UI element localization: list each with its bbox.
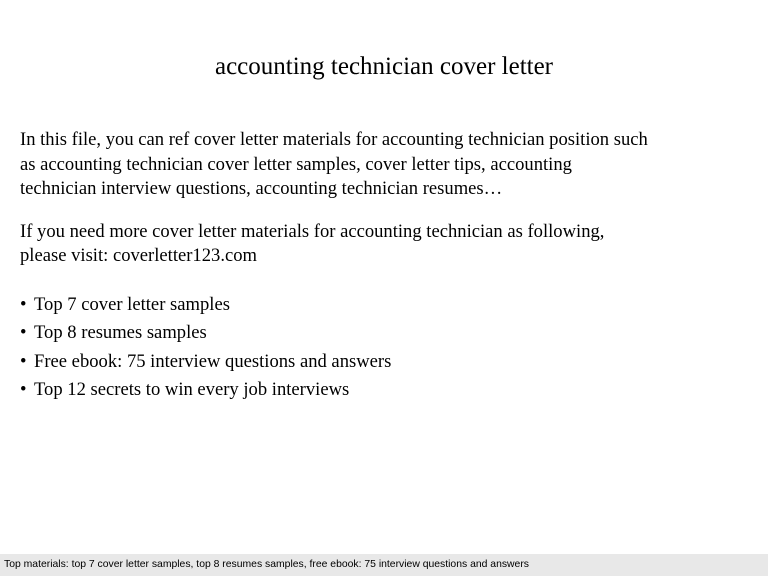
list-item-label: Top 12 secrets to win every job interviews: [34, 379, 350, 400]
footer-bar: [0, 554, 768, 576]
bullet-icon: •: [20, 379, 27, 400]
bullet-icon: •: [20, 293, 27, 315]
intro-paragraph: [20, 128, 760, 202]
list-item: [20, 319, 760, 348]
visit-line: please visit: coverletter123.com: [20, 245, 257, 266]
list-item-label: Top 8 resumes samples: [34, 322, 207, 343]
visit-paragraph: [20, 220, 760, 269]
slide-content: [20, 128, 760, 405]
footer-text: Top materials: top 7 cover letter samples, top 8 resumes samples, free ebook: 75 interview questions and answers: [4, 559, 529, 570]
intro-line: as accounting technician cover letter samples, cover letter tips, accounting: [20, 153, 572, 175]
bullet-icon: •: [20, 350, 27, 372]
list-item: [20, 348, 760, 377]
materials-list: [20, 291, 760, 405]
intro-line: In this file, you can ref cover letter materials for accounting technician position such: [20, 129, 648, 150]
list-item: [20, 291, 760, 320]
visit-line: If you need more cover letter materials for accounting technician as following,: [20, 220, 605, 242]
bullet-icon: •: [20, 322, 27, 343]
list-item-label: Free ebook: 75 interview questions and answers: [34, 350, 392, 372]
intro-line: technician interview questions, accounting technician resumes…: [20, 178, 503, 199]
list-item: [20, 376, 760, 405]
slide-title: accounting technician cover letter: [214, 53, 554, 80]
list-item-label: Top 7 cover letter samples: [34, 293, 230, 315]
